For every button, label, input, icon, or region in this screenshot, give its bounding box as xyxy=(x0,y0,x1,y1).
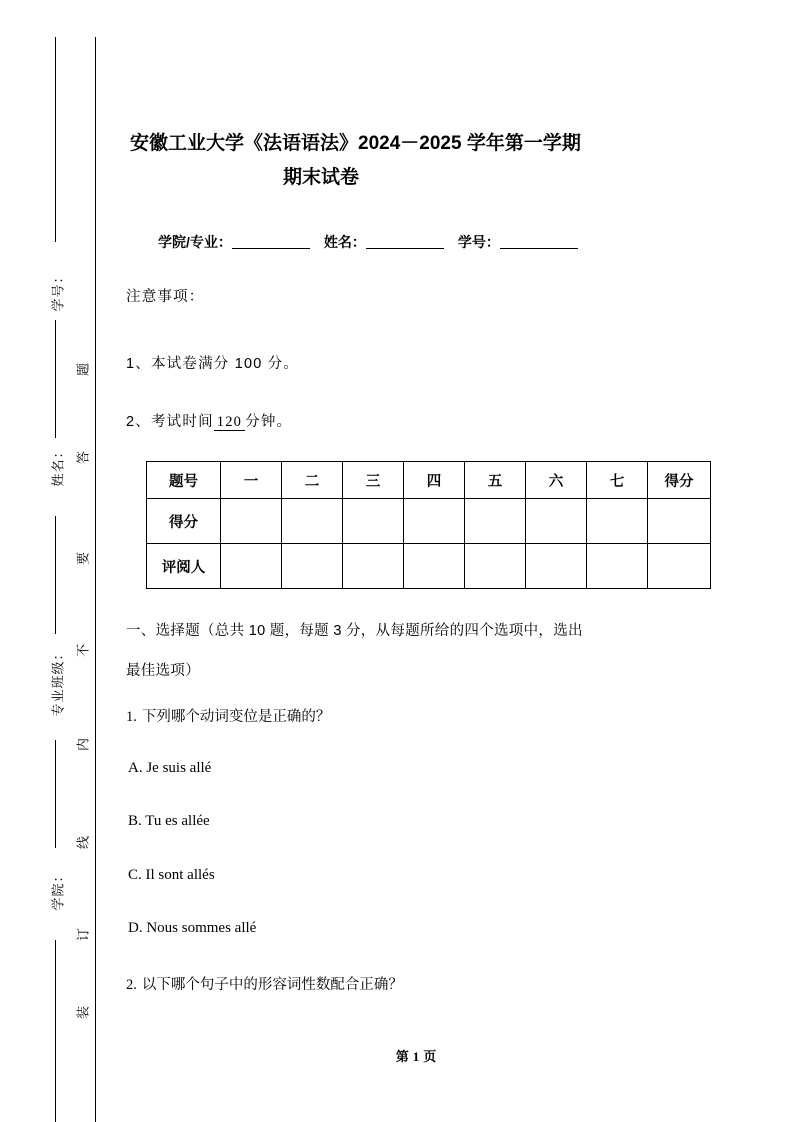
footer-page-number: 1 xyxy=(412,1049,420,1064)
grader-cell[interactable] xyxy=(648,544,711,589)
score-table-col-2: 二 xyxy=(282,462,343,499)
exam-content-column xyxy=(126,0,726,1122)
seal-field-class: 专业班级： xyxy=(50,646,66,717)
name-label: 姓名： xyxy=(323,234,366,250)
seal-char-6: 线 xyxy=(75,836,91,850)
footer-suffix: 页 xyxy=(423,1049,437,1064)
seal-field-name: 姓名： xyxy=(50,444,66,487)
question-1-number: 1. xyxy=(126,709,137,725)
page-footer xyxy=(126,1046,706,1065)
question-2-text: 以下哪个句子中的形容词性数配合正确？ xyxy=(141,977,403,993)
score-cell[interactable] xyxy=(343,499,404,544)
seal-char-8: 装 xyxy=(75,1006,91,1020)
score-cell[interactable] xyxy=(404,499,465,544)
score-cell[interactable] xyxy=(465,499,526,544)
seal-inner-rule-1 xyxy=(55,37,56,242)
score-cell[interactable] xyxy=(587,499,648,544)
seal-binding-margin xyxy=(0,0,96,1122)
table-row xyxy=(147,544,711,589)
seal-main-rule xyxy=(95,37,96,1122)
section-heading-line-1: 一、选择题（总共 10 题，每题 3 分，从每题所给的四个选项中，选出 xyxy=(126,623,583,639)
section-heading xyxy=(126,611,706,691)
exam-title-line-2: 期末试卷 xyxy=(282,167,359,188)
name-blank[interactable] xyxy=(366,235,444,249)
seal-char-7: 订 xyxy=(75,928,91,942)
footer-prefix: 第 xyxy=(395,1049,409,1064)
section-heading-line-2: 最佳选项） xyxy=(126,663,200,679)
seal-char-2: 答 xyxy=(75,451,91,465)
score-table-col-5: 五 xyxy=(465,462,526,499)
score-cell[interactable] xyxy=(648,499,711,544)
note-item-2 xyxy=(126,410,292,431)
question-2-number: 2. xyxy=(126,977,137,993)
student-info-line xyxy=(158,232,578,252)
table-row xyxy=(147,499,711,544)
grader-cell[interactable] xyxy=(587,544,648,589)
grader-cell[interactable] xyxy=(282,544,343,589)
student-id-label: 学号： xyxy=(457,234,500,250)
exam-title-block xyxy=(126,127,706,195)
college-major-label: 学院/专业： xyxy=(158,234,232,250)
seal-char-5: 内 xyxy=(75,738,91,752)
question-1-option-b[interactable]: B. Tu es allée xyxy=(128,813,210,829)
score-table-col-6: 六 xyxy=(526,462,587,499)
seal-inner-rule-2 xyxy=(55,320,56,438)
score-table-col-1: 一 xyxy=(221,462,282,499)
seal-field-student-id: 学号： xyxy=(50,269,66,312)
question-1-text: 下列哪个动词变位是正确的？ xyxy=(141,709,331,725)
seal-inner-rule-4 xyxy=(55,740,56,848)
score-table-col-3: 三 xyxy=(343,462,404,499)
college-major-blank[interactable] xyxy=(232,235,310,249)
score-table-col-total: 得分 xyxy=(648,462,711,499)
score-table xyxy=(146,461,711,589)
question-1-option-c[interactable]: C. Il sont allés xyxy=(128,867,215,883)
question-1-option-d[interactable]: D. Nous sommes allé xyxy=(128,920,257,936)
seal-field-college: 学院： xyxy=(50,868,66,911)
score-row-label-grader: 评阅人 xyxy=(147,544,221,589)
note-item-2-suffix: 分钟。 xyxy=(245,414,293,430)
score-table-corner-label: 题号 xyxy=(147,462,221,499)
note-item-2-prefix: 2、考试时间 xyxy=(126,414,214,430)
grader-cell[interactable] xyxy=(343,544,404,589)
seal-char-4: 不 xyxy=(75,644,91,658)
seal-char-1: 题 xyxy=(75,363,91,377)
score-cell[interactable] xyxy=(282,499,343,544)
grader-cell[interactable] xyxy=(526,544,587,589)
question-1-stem xyxy=(126,705,330,726)
grader-cell[interactable] xyxy=(221,544,282,589)
table-row xyxy=(147,462,711,499)
exam-title-line-1: 安徽工业大学《法语语法》2024－2025 学年第一学期 xyxy=(130,133,581,154)
seal-char-3: 要 xyxy=(75,552,91,566)
question-1-option-a[interactable]: A. Je suis allé xyxy=(128,760,212,776)
grader-cell[interactable] xyxy=(465,544,526,589)
notes-heading: 注意事项： xyxy=(126,289,205,305)
score-table-col-7: 七 xyxy=(587,462,648,499)
score-row-label-score: 得分 xyxy=(147,499,221,544)
grader-cell[interactable] xyxy=(404,544,465,589)
note-item-1: 1、本试卷满分 100 分。 xyxy=(126,356,300,372)
exam-duration-value: 120 xyxy=(214,414,245,431)
seal-inner-rule-5 xyxy=(55,940,56,1122)
score-cell[interactable] xyxy=(526,499,587,544)
score-table-col-4: 四 xyxy=(404,462,465,499)
score-cell[interactable] xyxy=(221,499,282,544)
student-id-blank[interactable] xyxy=(500,235,578,249)
seal-inner-rule-3 xyxy=(55,516,56,634)
question-2-stem xyxy=(126,973,403,994)
